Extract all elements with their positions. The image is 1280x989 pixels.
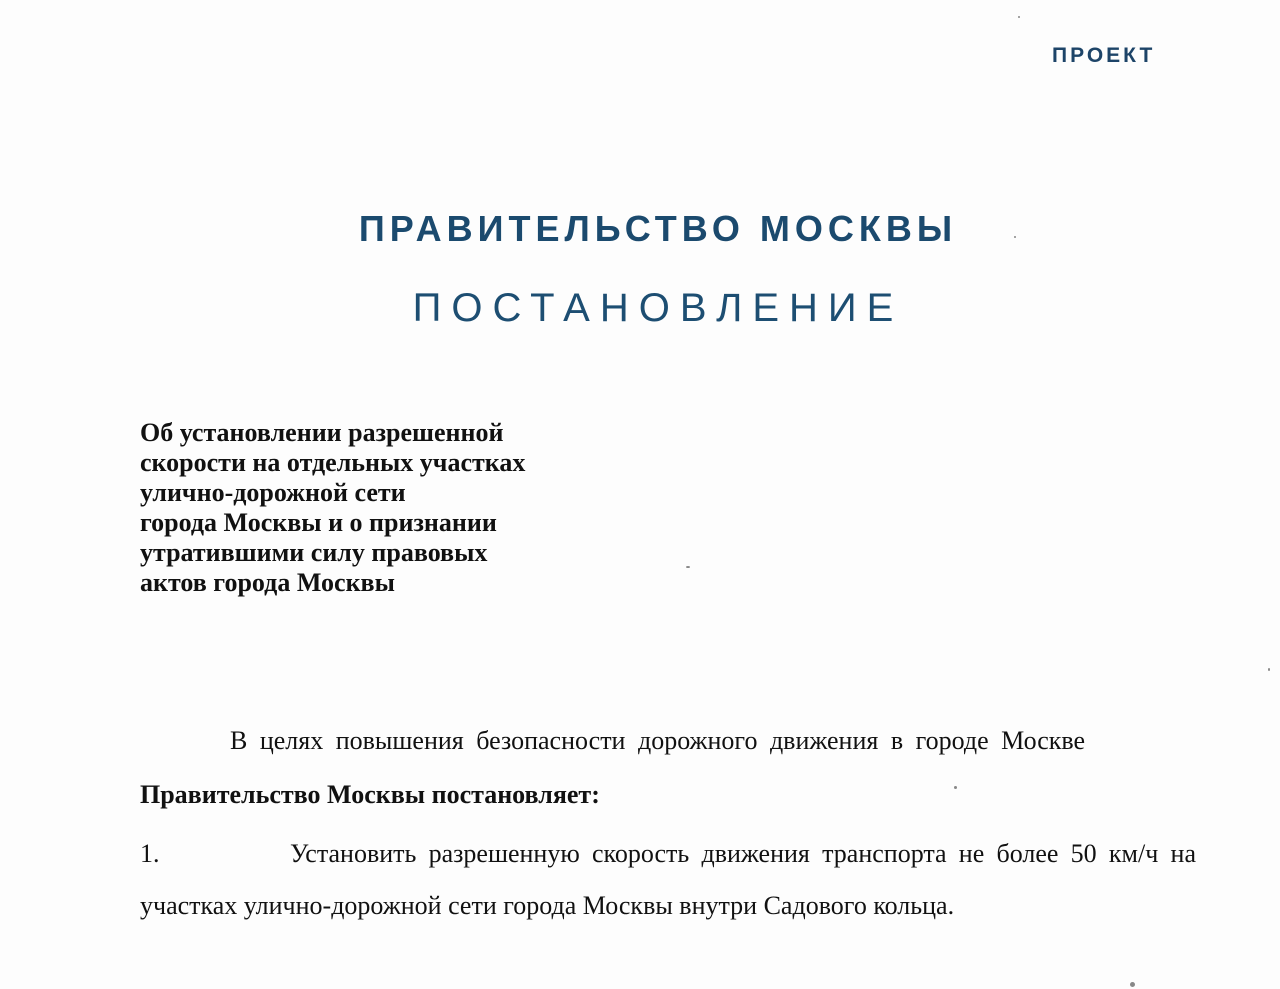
- item-number: 1.: [140, 839, 160, 868]
- resolution-item: [140, 828, 1196, 932]
- scan-speck: [1014, 236, 1016, 238]
- subject-line: улично-дорожной сети: [140, 478, 406, 507]
- intro-paragraph: В целях повышения безопасности дорожного движения в городе Москве: [230, 726, 1086, 755]
- document-subject: [140, 418, 610, 598]
- document-type-title: ПОСТАНОВЛЕНИЕ: [412, 286, 904, 330]
- subject-line: Об установлении разрешенной: [140, 418, 504, 447]
- draft-stamp: ПРОЕКТ: [1052, 44, 1156, 67]
- subject-line: актов города Москвы: [140, 568, 395, 597]
- scan-speck: [1130, 982, 1135, 987]
- subject-line: скорости на отдельных участках: [140, 448, 526, 477]
- subject-line: утратившими силу правовых: [140, 538, 488, 567]
- scan-speck: [1268, 668, 1270, 671]
- scan-speck: [954, 786, 957, 789]
- scan-speck: [1018, 16, 1020, 18]
- scan-speck: [686, 566, 690, 568]
- item-text: Установить разрешенную скорость движения транспорта не более 50 км/ч на участках улично-дорожной сети города Москвы внутри Садового кольца.: [140, 839, 1196, 920]
- resolve-statement: Правительство Москвы постановляет:: [140, 780, 600, 809]
- subject-line: города Москвы и о признании: [140, 508, 497, 537]
- government-title: ПРАВИТЕЛЬСТВО МОСКВЫ: [358, 208, 958, 249]
